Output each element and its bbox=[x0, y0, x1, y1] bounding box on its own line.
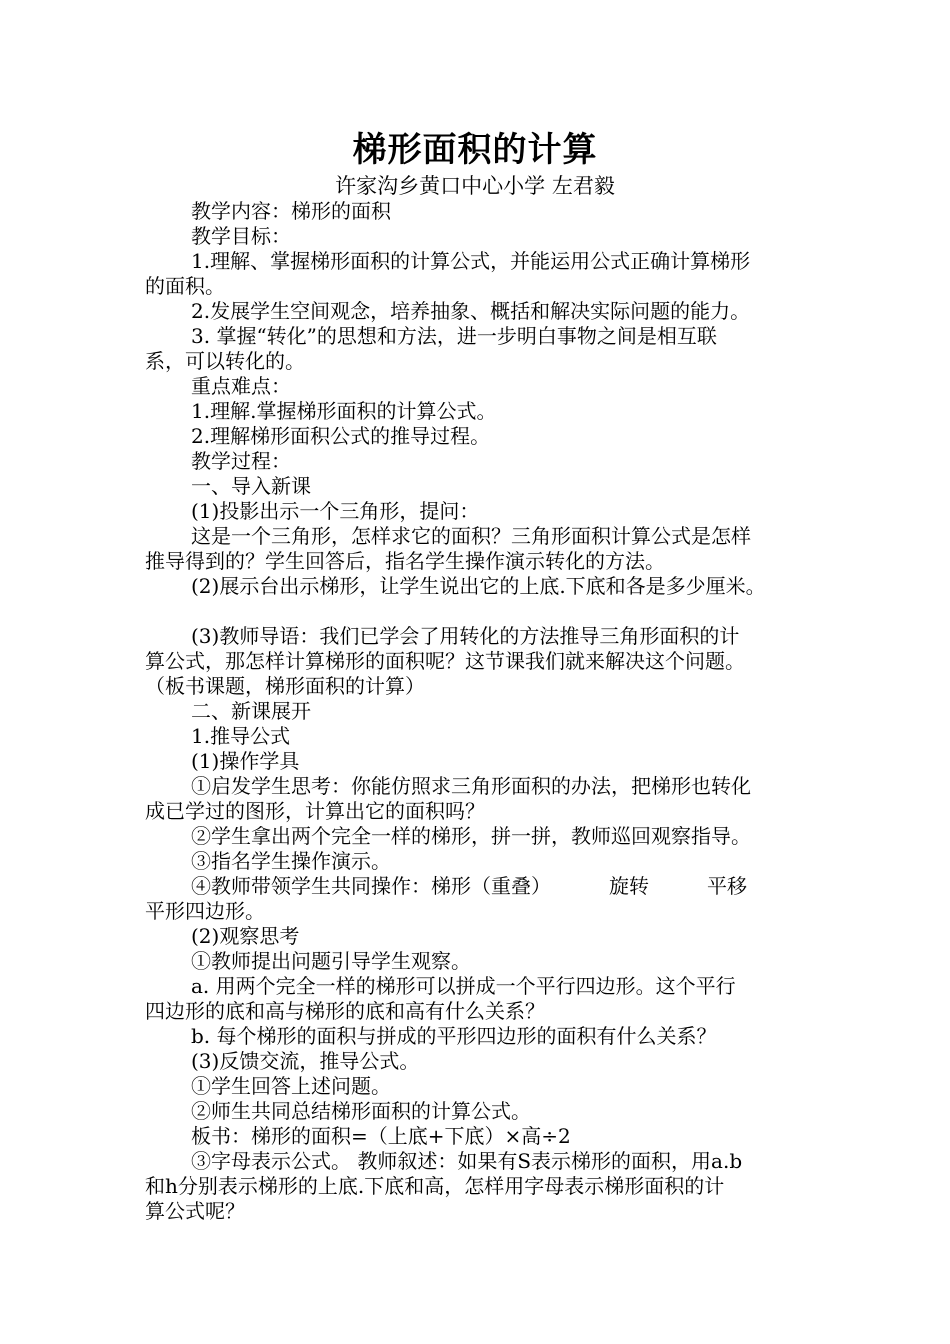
text-line: ①学生回答上述问题。 bbox=[191, 1074, 391, 1098]
text-line: (2)展示台出示梯形，让学生说出它的上底.下底和各是多少厘米。 bbox=[191, 574, 766, 598]
text-line: 板书：梯形的面积=（上底+下底）×高÷2 bbox=[191, 1124, 571, 1148]
text-line: 重点难点： bbox=[191, 374, 291, 398]
author-line: 许家沟乡黄口中心小学 左君毅 bbox=[335, 174, 615, 198]
paragraph-group-1 bbox=[145, 199, 815, 874]
blank-line bbox=[145, 599, 815, 624]
text-line: 2.理解梯形面积公式的推导过程。 bbox=[191, 424, 491, 448]
text-line: b. 每个梯形的面积与拼成的平形四边形的面积有什么关系？ bbox=[191, 1024, 717, 1048]
text-line: 1.推导公式 bbox=[191, 724, 291, 748]
text-line: (2)观察思考 bbox=[191, 924, 300, 948]
text-line: 一、导入新课 bbox=[191, 474, 311, 498]
document-title: 梯形面积的计算 bbox=[352, 130, 598, 170]
text-line: ③指名学生操作演示。 bbox=[191, 849, 391, 873]
text-line: 算公式呢？ bbox=[145, 1199, 245, 1223]
text-line: 算公式，那怎样计算梯形的面积呢？这节课我们就来解决这个问题。 bbox=[145, 649, 745, 673]
text-line: 成已学过的图形，计算出它的面积吗？ bbox=[145, 799, 485, 823]
text-line: (3)教师导语：我们已学会了用转化的方法推导三角形面积的计 bbox=[191, 624, 740, 648]
text-line: 教学目标： bbox=[191, 224, 291, 248]
text-line: 教学内容：梯形的面积 bbox=[191, 199, 391, 223]
text-line: 系，可以转化的。 bbox=[145, 349, 305, 373]
text-line: 3. 掌握“转化”的思想和方法，进一步明白事物之间是相互联 bbox=[191, 324, 717, 348]
operation-line bbox=[145, 874, 815, 899]
text-line: ①启发学生思考：你能仿照求三角形面积的办法，把梯形也转化 bbox=[191, 774, 751, 798]
text-line: ①教师提出问题引导学生观察。 bbox=[191, 949, 471, 973]
text-line: （板书课题，梯形面积的计算） bbox=[145, 674, 425, 698]
operation-lead: ④教师带领学生共同操作：梯形（重叠） bbox=[191, 874, 551, 898]
text-line: 二、新课展开 bbox=[191, 699, 311, 723]
text-line: 教学过程： bbox=[191, 449, 291, 473]
text-line: 的面积。 bbox=[145, 274, 225, 298]
text-line: 推导得到的？学生回答后，指名学生操作演示转化的方法。 bbox=[145, 549, 665, 573]
text-line: (3)反馈交流，推导公式。 bbox=[191, 1049, 420, 1073]
text-line: (1)投影出示一个三角形，提问： bbox=[191, 499, 480, 523]
text-line: 平形四边形。 bbox=[145, 899, 265, 923]
operation-step-rotate: 旋转 bbox=[609, 874, 649, 898]
text-line: 2.发展学生空间观念，培养抽象、概括和解决实际问题的能力。 bbox=[191, 299, 751, 323]
text-line: ③字母表示公式。 教师叙述：如果有S表示梯形的面积，用a.b bbox=[191, 1149, 743, 1173]
text-line: a. 用两个完全一样的梯形可以拼成一个平行四边形。这个平行 bbox=[191, 974, 736, 998]
text-line: 1.理解.掌握梯形面积的计算公式。 bbox=[191, 399, 497, 423]
document-body bbox=[145, 199, 815, 1224]
text-line: 和h分别表示梯形的上底.下底和高，怎样用字母表示梯形面积的计 bbox=[145, 1174, 725, 1198]
operation-step-translate: 平移 bbox=[707, 874, 747, 898]
text-line: (1)操作学具 bbox=[191, 749, 300, 773]
text-line: ②师生共同总结梯形面积的计算公式。 bbox=[191, 1099, 531, 1123]
text-line: 这是一个三角形，怎样求它的面积？三角形面积计算公式是怎样 bbox=[191, 524, 751, 548]
paragraph-group-2 bbox=[145, 899, 815, 1224]
text-line: ②学生拿出两个完全一样的梯形，拼一拼，教师巡回观察指导。 bbox=[191, 824, 751, 848]
text-line: 四边形的底和高与梯形的底和高有什么关系？ bbox=[145, 999, 545, 1023]
text-line: 1.理解、掌握梯形面积的计算公式，并能运用公式正确计算梯形 bbox=[191, 249, 751, 273]
